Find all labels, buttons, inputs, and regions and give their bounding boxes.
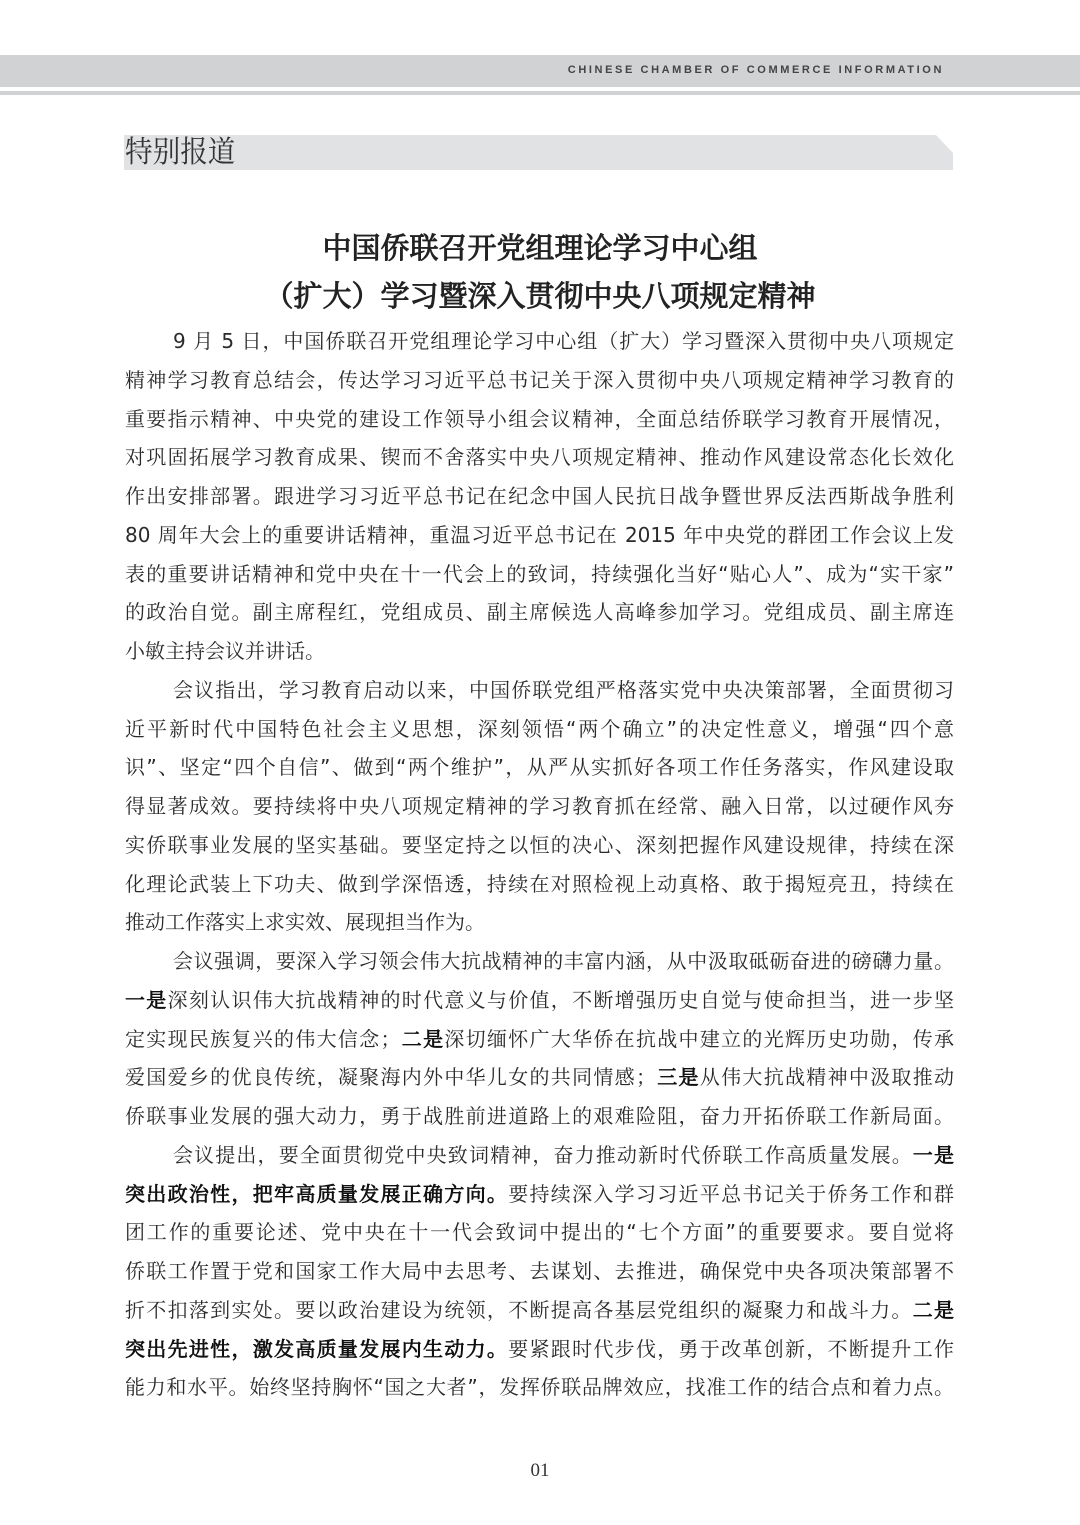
article-body: [125, 322, 954, 1407]
text-segment: 9 月 5 日，中国侨联召开党组理论学习中心组（扩大）学习暨深入贯彻中央八项规定: [173, 329, 954, 353]
text-segment: 80 周年大会上的重要讲话精神，重温习近平总书记在 2015 年中央党的群团工作会议上发: [125, 522, 954, 547]
text-line: [125, 748, 954, 787]
text-segment: 深刻认识伟大抗战精神的时代意义与价值，不断增强历史自觉与使命担当，进一步坚: [167, 987, 955, 1012]
text-line: [125, 1368, 954, 1407]
text-line: [125, 1252, 954, 1291]
text-segment: 能力和水平。始终坚持胸怀“国之大者”，发挥侨联品牌效应，找准工作的结合点和着力点。: [125, 1375, 954, 1400]
text-line: [125, 671, 954, 710]
text-line: [125, 787, 954, 826]
paragraph: [125, 322, 954, 671]
text-segment: 推动工作落实上求实效、展现担当作为。: [125, 910, 485, 935]
paragraph: [125, 942, 954, 1136]
text-segment: 会议指出，学习教育启动以来，中国侨联党组严格落实党中央决策部署，全面贯彻习: [173, 677, 954, 702]
publication-name: CHINESE CHAMBER OF COMMERCE INFORMATION: [567, 64, 944, 76]
text-segment: 表的重要讲话精神和党中央在十一代会上的致词，持续强化当好“贴心人”、成为“实干家”: [125, 561, 954, 586]
bold-text: 二是: [912, 1297, 955, 1322]
text-line: [125, 1058, 954, 1097]
text-segment: 定实现民族复兴的伟大信念；: [125, 1026, 401, 1051]
text-segment: 会议提出，要全面贯彻党中央致词精神，奋力推动新时代侨联工作高质量发展。: [173, 1142, 913, 1167]
text-line: [125, 1213, 954, 1252]
text-segment: 化理论武装上下功夫、做到学深悟透，持续在对照检视上动真格、敢于揭短亮丑，持续在: [125, 871, 954, 896]
text-line: [125, 516, 954, 555]
text-line: [125, 593, 954, 632]
text-line: [125, 710, 954, 749]
text-segment: 识”、坚定“四个自信”、做到“两个维护”，从严从实抓好各项工作任务落实，作风建设取: [125, 755, 954, 780]
text-segment: 爱国爱乡的优良传统，凝聚海内外中华儿女的共同情感；: [125, 1065, 656, 1090]
text-segment: 从伟大抗战精神中汲取推动: [699, 1065, 955, 1090]
bold-text: 一是: [125, 987, 168, 1012]
text-line: [125, 438, 954, 477]
text-segment: 要持续深入学习习近平总书记关于侨务工作和群: [508, 1181, 955, 1206]
text-segment: 侨联工作置于党和国家工作大局中去思考、去谋划、去推进，确保党中央各项决策部署不: [125, 1259, 954, 1283]
paragraph: [125, 671, 954, 942]
text-line: [125, 942, 954, 981]
text-segment: 侨联事业发展的强大动力，勇于战胜前进道路上的艰难险阻，奋力开拓侨联工作新局面。: [125, 1104, 954, 1128]
text-line: [125, 865, 954, 904]
text-segment: 的政治自觉。副主席程红，党组成员、副主席候选人高峰参加学习。党组成员、副主席连: [125, 600, 954, 625]
bold-text: 突出先进性，激发高质量发展内生动力。: [125, 1336, 509, 1361]
text-segment: 作出安排部署。跟进学习习近平总书记在纪念中国人民抗日战争暨世界反法西斯战争胜利: [125, 484, 954, 508]
paragraph: [125, 1136, 954, 1407]
text-line: [125, 903, 954, 942]
article-title-line-2: （扩大）学习暨深入贯彻中央八项规定精神: [264, 279, 816, 313]
text-segment: 实侨联事业发展的坚实基础。要坚定持之以恒的决心、深刻把握作风建设规律，持续在深: [125, 832, 954, 857]
text-segment: 精神学习教育总结会，传达学习习近平总书记关于深入贯彻中央八项规定精神学习教育的: [125, 367, 954, 392]
text-segment: 近平新时代中国特色社会主义思想，深刻领悟“两个确立”的决定性意义，增强“四个意: [125, 716, 954, 741]
article-title-line-1: 中国侨联召开党组理论学习中心组: [322, 231, 758, 265]
text-line: [125, 477, 954, 516]
text-line: [125, 1097, 954, 1136]
bold-text: 一是: [912, 1142, 955, 1167]
section-label: 特别报道: [125, 135, 236, 170]
bold-text: 二是: [400, 1026, 445, 1051]
text-line: [125, 981, 954, 1020]
section-banner: [124, 135, 953, 170]
text-segment: 要紧跟时代步伐，勇于改革创新，不断提升工作: [508, 1336, 955, 1361]
text-line: [125, 555, 954, 594]
text-segment: 得显著成效。要持续将中央八项规定精神的学习教育抓在经常、融入日常，以过硬作风夯: [125, 794, 954, 818]
text-line: [125, 826, 954, 865]
text-line: [125, 1291, 954, 1330]
text-line: [125, 400, 954, 439]
text-line: [125, 322, 954, 361]
bold-text: 突出政治性，把牢高质量发展正确方向。: [125, 1181, 509, 1206]
bold-text: 三是: [655, 1065, 700, 1090]
header-divider: [0, 91, 1080, 95]
text-line: [125, 1175, 954, 1214]
text-segment: 重要指示精神、中央党的建设工作领导小组会议精神，全面总结侨联学习教育开展情况，: [125, 406, 954, 431]
text-segment: 对巩固拓展学习教育成果、锲而不舍落实中央八项规定精神、推动作风建设常态化长效化: [125, 445, 954, 470]
text-segment: 团工作的重要论述、党中央在十一代会致词中提出的“七个方面”的重要要求。要自觉将: [125, 1220, 954, 1245]
text-line: [125, 1020, 954, 1059]
text-line: [125, 361, 954, 400]
text-segment: 折不扣落到实处。要以政治建设为统领，不断提高各基层党组织的凝聚力和战斗力。: [125, 1297, 913, 1322]
text-segment: 会议强调，要深入学习领会伟大抗战精神的丰富内涵，从中汲取砥砺奋进的磅礴力量。: [173, 949, 954, 973]
page-number: 01: [530, 1460, 550, 1481]
text-line: [125, 1136, 954, 1175]
text-line: [125, 632, 954, 671]
text-segment: 深切缅怀广大华侨在抗战中建立的光辉历史功勋，传承: [444, 1026, 955, 1051]
text-segment: 小敏主持会议并讲话。: [125, 639, 325, 663]
text-line: [125, 1330, 954, 1369]
